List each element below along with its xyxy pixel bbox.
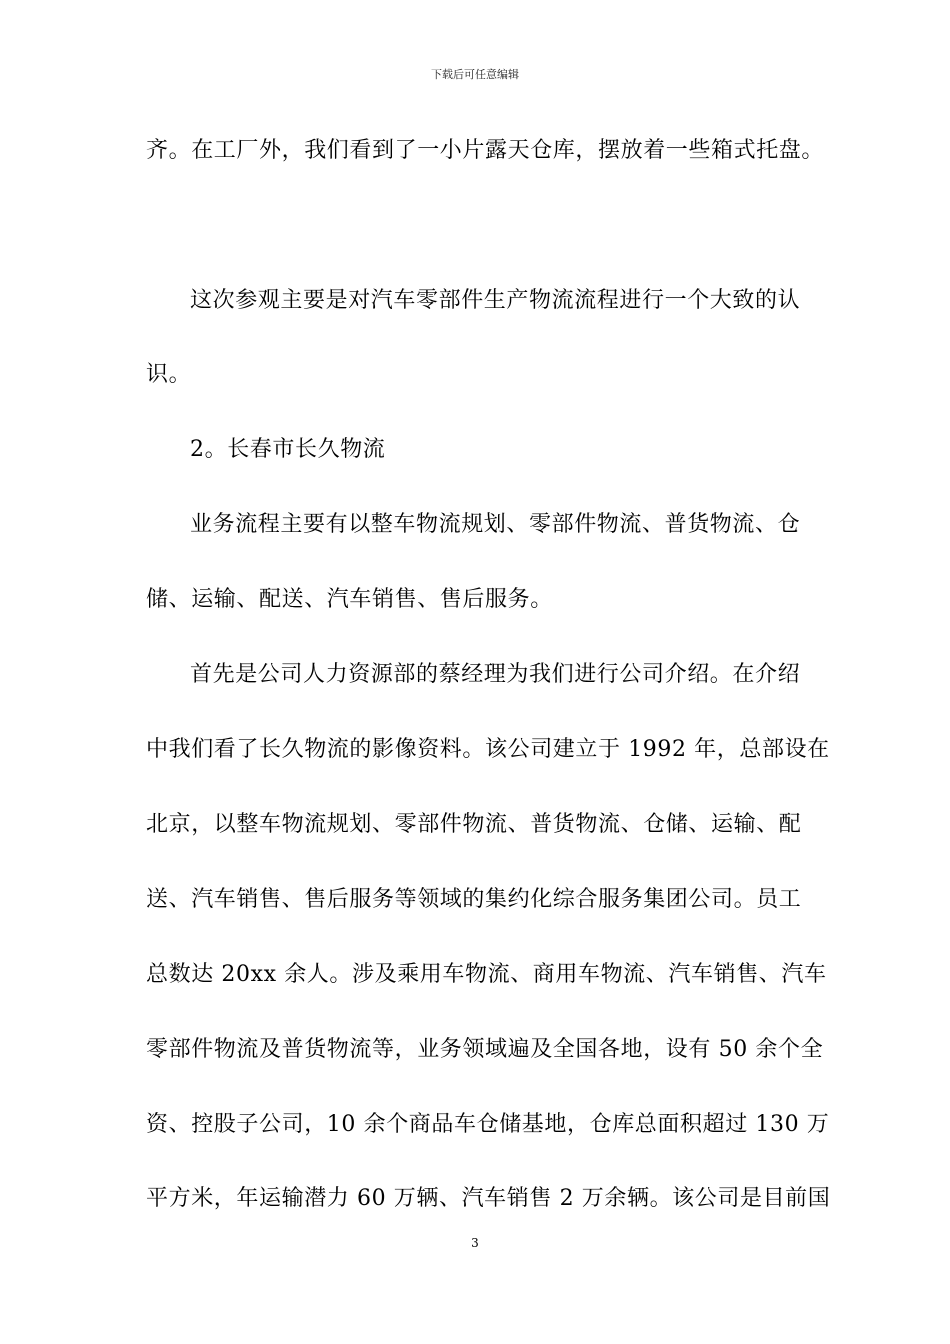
text-line: 平方米，年运输潜力 60 万辆、汽车销售 2 万余辆。该公司是目前国 xyxy=(146,1186,831,1211)
text-line: 首先是公司人力资源部的蔡经理为我们进行公司介绍。在介绍 xyxy=(190,662,801,687)
text-line: 储、运输、配送、汽车销售、售后服务。 xyxy=(146,587,553,612)
text-line: 零部件物流及普货物流等，业务领域遍及全国各地，设有 50 余个全 xyxy=(146,1037,824,1062)
section-heading: 2。长春市长久物流 xyxy=(190,437,386,462)
text-line: 识。 xyxy=(146,362,192,387)
text-line: 中我们看了长久物流的影像资料。该公司建立于 1992 年，总部设在 xyxy=(146,737,830,762)
text-line: 齐。在工厂外，我们看到了一小片露天仓库，摆放着一些箱式托盘。 xyxy=(146,138,825,163)
text-line: 送、汽车销售、售后服务等领域的集约化综合服务集团公司。员工 xyxy=(146,887,802,912)
page-header-note: 下载后可任意编辑 xyxy=(431,68,519,81)
text-line: 这次参观主要是对汽车零部件生产物流流程进行一个大致的认 xyxy=(190,288,801,313)
page-number: 3 xyxy=(471,1236,479,1250)
text-line: 北京，以整车物流规划、零部件物流、普货物流、仓储、运输、配 xyxy=(146,812,802,837)
text-line: 资、控股子公司，10 余个商品车仓储基地，仓库总面积超过 130 万 xyxy=(146,1112,830,1137)
text-line: 业务流程主要有以整车物流规划、零部件物流、普货物流、仓 xyxy=(190,512,801,537)
text-line: 总数达 20xx 余人。涉及乘用车物流、商用车物流、汽车销售、汽车 xyxy=(146,962,827,987)
